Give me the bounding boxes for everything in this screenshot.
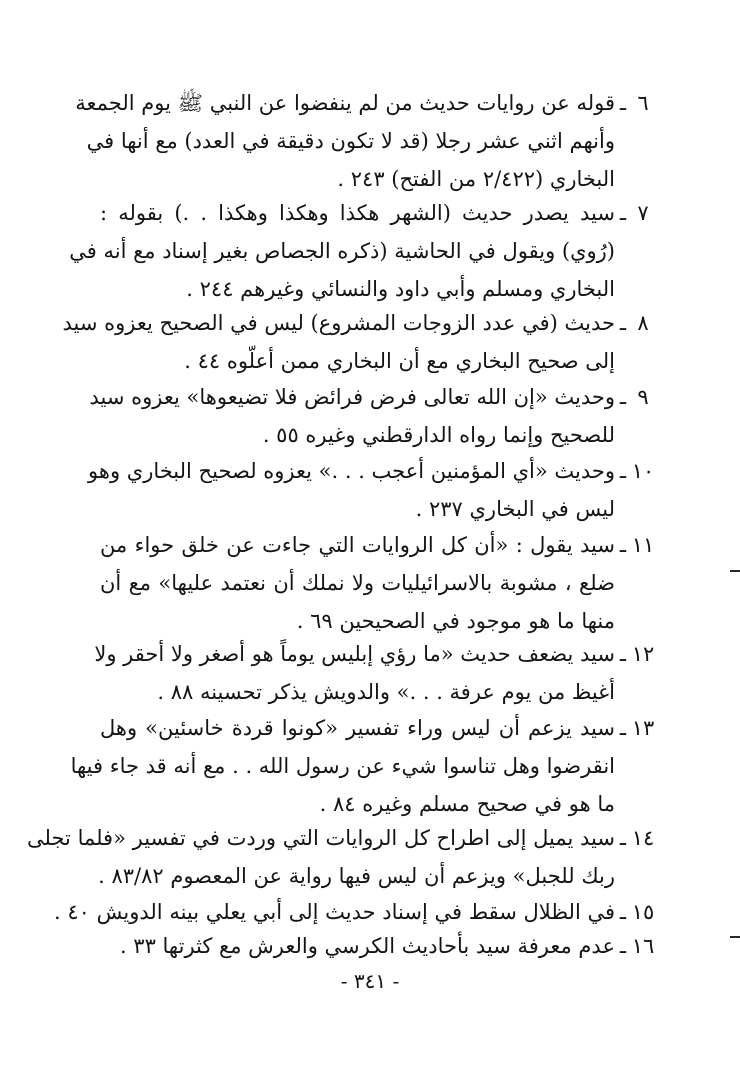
- entry-line: وأنهم اثني عشر رجلا (قد لا تكون دقيقة في العدد) مع أنها في: [86, 129, 615, 153]
- entry-text: [100, 927, 615, 965]
- entry-8: [62, 304, 655, 380]
- entry-line: حديث (في عدد الزوجات المشروع) ليس في الصحيح يعزوه سيد: [62, 311, 615, 335]
- entry-number: ١٤: [631, 826, 655, 850]
- entry-11: [100, 526, 655, 640]
- entry-line: منها ما هو موجود في الصحيحين ٦٩ .: [296, 609, 615, 633]
- entry-number: ١٣: [631, 716, 655, 740]
- entry-number: ٨: [637, 311, 649, 335]
- entry-12: [94, 635, 655, 711]
- entry-line: سيد يضعف حديث «ما رؤي إبليس يوماً هو أصغر ولا أحقر ولا: [94, 642, 615, 666]
- entry-line: إلى صحيح البخاري مع أن البخاري ممن أعلّوه ٤٤ .: [184, 349, 615, 373]
- entry-number: ١٦: [631, 934, 655, 958]
- entry-text: [54, 893, 615, 931]
- entry-text: [89, 378, 615, 454]
- entry-line: ليس في البخاري ٢٣٧ .: [415, 497, 615, 521]
- entry-line: عدم معرفة سيد بأحاديث الكرسي والعرش مع كثرتها ٣٣ .: [119, 934, 615, 958]
- entry-line: انقرضوا وهل تناسوا شيء عن رسول الله . . مع أنه قد جاء فيها: [70, 754, 615, 778]
- entry-line: سيد يقول : «أن كل الروايات التي جاءت عن خلق حواء من: [100, 533, 615, 557]
- entry-text: [69, 194, 615, 308]
- entry-9: [89, 378, 655, 454]
- entry-dash: ـ: [619, 91, 627, 115]
- entry-line: البخاري (٢/٤٢٢ من الفتح) ٢٤٣ .: [337, 167, 615, 191]
- entry-dash: ـ: [619, 826, 627, 850]
- entry-6: [75, 84, 655, 198]
- entry-line: وحديث «أي المؤمنين أعجب . . .» يعزوه لصحيح البخاري وهو: [88, 459, 615, 483]
- margin-mark: [730, 936, 740, 938]
- entry-line: سيد يصدر حديث (الشهر هكذا وهكذا وهكذا . .) بقوله :: [100, 201, 615, 225]
- entry-line: وحديث «إن الله تعالى فرض فرائض فلا تضيعوها» يعزوه سيد: [89, 385, 615, 409]
- entry-text: [100, 526, 615, 640]
- page-number: - ٣٤١ -: [340, 969, 400, 993]
- margin-mark: [730, 570, 740, 572]
- entry-number: ٦: [637, 91, 649, 115]
- entry-number: ١٠: [631, 459, 655, 483]
- entry-text: [70, 709, 615, 823]
- entry-line: البخاري ومسلم وأبي داود والنسائي وغيرهم ٢٤٤ .: [186, 277, 615, 301]
- entry-text: [27, 819, 615, 895]
- entry-16: [100, 927, 655, 965]
- entry-dash: ـ: [619, 201, 627, 225]
- entry-number: ٧: [637, 201, 649, 225]
- entry-dash: ـ: [619, 642, 627, 666]
- entry-line: في الظلال سقط في إسناد حديث إلى أبي يعلي بينه الدويش ٤٠ .: [54, 900, 615, 924]
- entry-line: ما هو في صحيح مسلم وغيره ٨٤ .: [319, 792, 615, 816]
- entry-14: [27, 819, 655, 895]
- entry-text: [75, 84, 615, 198]
- entry-number: ٩: [637, 385, 649, 409]
- entry-line: ضلع ، مشوبة بالاسرائيليات ولا نملك أن نعتمد عليها» مع أن: [100, 571, 615, 595]
- entry-line: أغيظ من يوم عرفة . . .» والدويش يذكر تحسينه ٨٨ .: [157, 680, 615, 704]
- entry-line: للصحيح وإنما رواه الدارقطني وغيره ٥٥ .: [262, 423, 615, 447]
- entry-dash: ـ: [619, 716, 627, 740]
- entry-number: ١١: [631, 533, 655, 557]
- entry-dash: ـ: [619, 533, 627, 557]
- entry-line: قوله عن روايات حديث من لم ينفضوا عن النبي ﷺ يوم الجمعة: [75, 91, 615, 115]
- entry-number: ١٥: [631, 900, 655, 924]
- entry-text: [62, 304, 615, 380]
- entry-line: (رُوي) ويقول في الحاشية (ذكره الجصاص بغير إسناد مع أنه في: [69, 239, 615, 263]
- entry-10: [88, 452, 655, 528]
- entry-15: [54, 893, 655, 931]
- entry-dash: ـ: [619, 311, 627, 335]
- entry-dash: ـ: [619, 459, 627, 483]
- entry-line: سيد يميل إلى اطراح كل الروايات التي وردت في تفسير «فلما تجلى: [27, 826, 615, 850]
- entry-dash: ـ: [619, 934, 627, 958]
- entry-dash: ـ: [619, 385, 627, 409]
- entry-number: ١٢: [631, 642, 655, 666]
- entry-line: سيد يزعم أن ليس وراء تفسير «كونوا قردة خاسئين» وهل: [100, 716, 615, 740]
- entry-7: [69, 194, 655, 308]
- entry-13: [70, 709, 655, 823]
- entry-text: [88, 452, 615, 528]
- entry-line: ربك للجبل» ويزعم أن ليس فيها رواية عن المعصوم ٨٣/٨٢ .: [98, 864, 615, 888]
- entry-text: [94, 635, 615, 711]
- entry-dash: ـ: [619, 900, 627, 924]
